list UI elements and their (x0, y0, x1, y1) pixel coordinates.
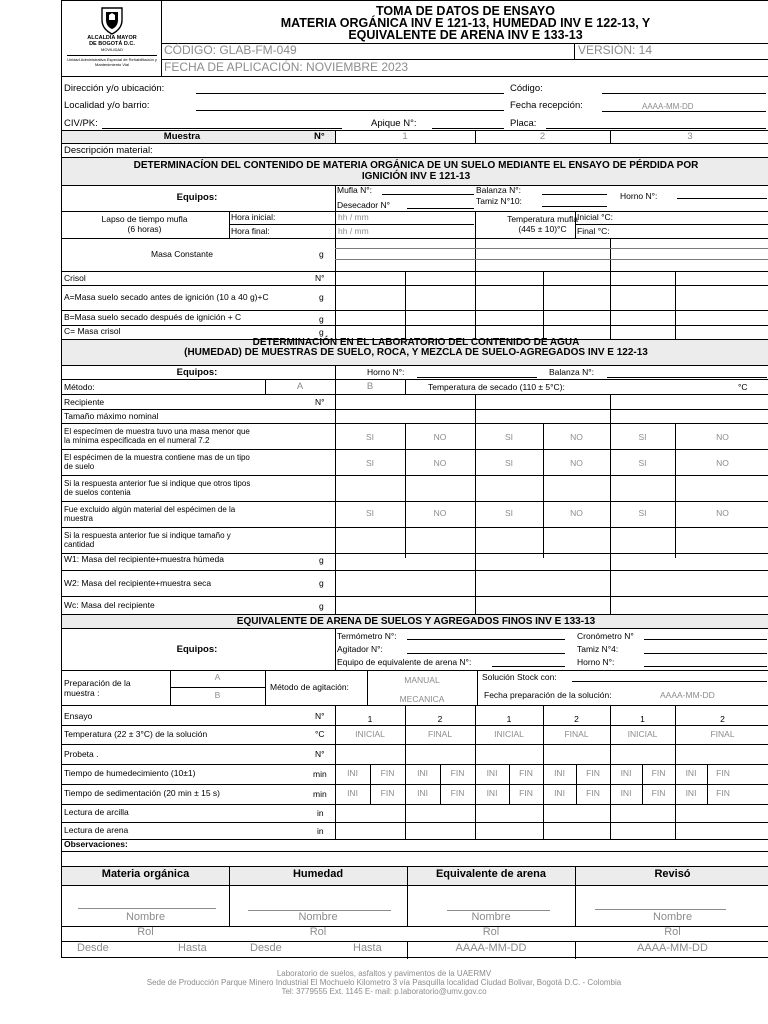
fin-cell[interactable]: FIN (380, 768, 395, 778)
test-1: 1 (640, 714, 645, 724)
ini-cell[interactable]: INI (685, 788, 697, 798)
fin-cell[interactable]: FIN (450, 768, 465, 778)
unit-min: min (313, 769, 327, 779)
sign-mo-name[interactable]: Nombre (125, 911, 166, 923)
placa-field[interactable] (546, 128, 766, 129)
unit-celsius: °C (738, 382, 748, 392)
sign-ea-role[interactable]: Rol (482, 926, 500, 938)
form-sheet (61, 0, 768, 958)
unit-g: g (319, 578, 324, 588)
ini-cell[interactable]: INI (347, 768, 358, 778)
method-a-option[interactable]: A (296, 381, 304, 392)
soak-time-label: Tiempo de humedecimiento (10±1) (64, 768, 196, 778)
sample-number-label: N° (314, 131, 325, 142)
doc-title-line3: EQUIVALENTE DE ARENA INV E 133-13 (348, 28, 583, 42)
w2-label: W2: Masa del recipiente+muestra seca (64, 578, 212, 588)
q3-text: Si la respuesta anterior fue si indique que otros tipos (64, 479, 251, 488)
description-label: Descripción material: (64, 145, 153, 156)
q5-text: Si la respuesta anterior fue si indique tamaño y (64, 531, 231, 540)
manual-option[interactable]: MANUAL (404, 675, 440, 685)
period-to-2[interactable]: Hasta (353, 942, 382, 954)
no-option[interactable]: NO (570, 458, 583, 468)
fin-cell[interactable]: FIN (651, 768, 666, 778)
drying-temp-label: Temperatura de secado (110 ± 5°C): (428, 382, 565, 392)
unit-g: g (319, 555, 324, 565)
unit-in: in (317, 808, 324, 818)
crucible-label: Crisol (64, 273, 86, 283)
mass-b-label: B=Masa suelo secado después de ignición + C (64, 312, 242, 322)
yes-option[interactable]: SI (638, 432, 647, 442)
hum-title-1: DETERMINACIÓN EN EL LABORATORIO DEL CONTENIDO DE AGUA (252, 337, 580, 348)
yes-option[interactable]: SI (504, 432, 514, 442)
final-temp-cell[interactable]: FINAL (564, 729, 589, 739)
ini-cell[interactable]: INI (554, 788, 565, 798)
sample-prep-label-2: muestra : (64, 688, 100, 698)
prep-b-option[interactable]: B (214, 690, 221, 700)
address-field[interactable] (196, 93, 504, 94)
temp-final-label: Final °C: (577, 226, 610, 236)
ini-cell[interactable]: INI (486, 788, 498, 798)
placa-label: Placa: (510, 118, 537, 129)
yes-option[interactable]: SI (504, 508, 514, 518)
hum-balanza-label: Balanza N°: (549, 367, 594, 377)
start-time-field[interactable]: hh / mm (338, 212, 369, 222)
max-size-label: Tamaño máximo nominal (64, 411, 159, 421)
q2-text-2: de suelo (64, 462, 95, 471)
fin-cell[interactable]: FIN (586, 768, 600, 778)
unit-g: g (319, 601, 324, 611)
fin-cell[interactable]: FIN (519, 788, 533, 798)
fin-cell[interactable]: FIN (450, 788, 465, 798)
sign-ea-header: Equivalente de arena (435, 868, 547, 880)
mufla-time-label: Lapso de tiempo mufla (101, 214, 188, 224)
ini-cell[interactable]: INI (417, 788, 428, 798)
solution-date-label: Fecha preparación de la solución: (484, 690, 612, 700)
ini-cell[interactable]: INI (417, 768, 428, 778)
mo-equipos-label: Equipos: (176, 192, 218, 203)
hum-horno-label: Horno N°: (367, 367, 405, 377)
test-1: 1 (506, 714, 512, 724)
yes-option[interactable]: SI (638, 458, 647, 468)
end-time-label: Hora final: (231, 226, 270, 236)
shaker-label: Agitador N°: (337, 644, 383, 654)
coat-of-arms-icon (99, 5, 125, 35)
civ-field[interactable] (102, 128, 342, 129)
unit-n: N° (315, 749, 325, 759)
final-temp-cell[interactable]: FINAL (710, 729, 735, 739)
sample-1: 1 (402, 131, 408, 142)
fin-cell[interactable]: FIN (519, 768, 533, 778)
ini-cell[interactable]: INI (347, 788, 358, 798)
yes-option[interactable]: SI (504, 458, 514, 468)
test-2: 2 (437, 714, 443, 724)
fin-cell[interactable]: FIN (716, 768, 730, 778)
hum-title-2: (HUMEDAD) DE MUESTRAS DE SUELO, ROCA, Y MEZCLA DE SUELO-AGREGADOS INV E 122-13 (184, 347, 648, 358)
q4-text-2: muestra (64, 514, 93, 523)
q1-text: El especímen de muestra tuvo una masa menor que (64, 427, 250, 436)
unit-min: min (313, 789, 327, 799)
initial-temp-cell[interactable]: INICIAL (494, 729, 524, 739)
mufla-temp-label: Temperatura mufla (507, 214, 578, 224)
civ-label: CIV/PK: (64, 118, 98, 129)
test-2: 2 (720, 714, 725, 724)
ea-title: EQUIVALENTE DE ARENA DE SUELOS Y AGREGADOS FINOS INV E 133-13 (236, 616, 596, 627)
clay-reading-label: Lectura de arcilla (64, 807, 129, 817)
doc-code: CÓDIGO: GLAB-FM-049 (164, 43, 297, 57)
mo-title-1: DETERMINACÍON DEL CONTENIDO DE MATERIA ORGÁNICA DE UN SUELO MEDIANTE EL ENSAYO DE PÉRDIDA POR (133, 160, 699, 171)
method-b-option[interactable]: B (366, 381, 374, 392)
footer-line-2: Sede de Producción Parque Minero Industrial El Mochuelo Kilometro 3 vía Pasquilla localidad Ciudad Bolivar, Bogotá D.C. - Colombia (146, 978, 622, 987)
reception-date-field[interactable]: AAAA-MM-DD (642, 102, 694, 111)
doc-title-line1: TOMA DE DATOS DE ENSAYO (376, 4, 555, 18)
unit-g: g (319, 292, 324, 302)
container-label: Recipiente (64, 397, 105, 407)
sign-reviso-name[interactable]: Nombre (652, 911, 693, 923)
sign-ea-date[interactable]: AAAA-MM-DD (455, 942, 527, 954)
agitation-method-label: Método de agitación: (270, 682, 349, 692)
locality-label: Localidad y/o barrio: (64, 100, 150, 111)
ea-horno-label: Horno N°: (577, 657, 615, 667)
hum-equipos-label: Equipos: (176, 367, 218, 378)
ea-equipos-label: Equipos: (176, 644, 218, 655)
sign-hum-name[interactable]: Nombre (298, 911, 338, 923)
unit-in: in (317, 826, 324, 836)
mass-c-label: C= Masa crisol (64, 326, 121, 336)
ini-cell[interactable]: INI (554, 768, 565, 778)
sign-mo-header: Materia orgánica (101, 868, 190, 880)
no-option[interactable]: NO (570, 432, 583, 442)
temp-initial-label: Inicial °C: (577, 212, 613, 222)
sample-2: 2 (539, 131, 546, 142)
sample-label: Muestra (163, 131, 201, 142)
no-option[interactable]: NO (570, 508, 583, 518)
q5-text-2: cantidad (64, 540, 95, 549)
sign-mo-role[interactable]: Rol (137, 926, 154, 938)
mo-horno-label: Horno N°: (620, 191, 658, 201)
period-from-2[interactable]: Desde (250, 942, 282, 954)
mufla-label: Mufla N°: (337, 185, 373, 195)
solution-temp-label: Temperatura (22 ± 3°C) de la solución (64, 729, 208, 739)
apique-label: Apique N°: (371, 118, 417, 129)
no-option[interactable]: NO (433, 458, 447, 468)
mo-title-2: IGNICIÓN INV E 121-13 (361, 171, 471, 182)
yes-option[interactable]: SI (638, 508, 647, 518)
fin-cell[interactable]: FIN (716, 788, 730, 798)
unit-n: N° (315, 273, 325, 283)
stopwatch-label: Cronómetro N° (577, 631, 634, 641)
unit-g: g (319, 327, 324, 337)
desecador-label: Desecador N° (337, 200, 391, 210)
initial-temp-cell[interactable]: INICIAL (627, 729, 658, 739)
method-label: Método: (64, 382, 95, 392)
q3-text-2: de suelos contenia (64, 488, 131, 497)
unit-n: N° (315, 397, 325, 407)
code-field[interactable] (602, 93, 766, 94)
unit-n: N° (315, 711, 325, 721)
wc-label: Wc: Masa del recipiente (64, 600, 155, 610)
no-option[interactable]: NO (433, 508, 447, 518)
stock-solution-label: Solución Stock con: (482, 672, 557, 682)
mechanical-option[interactable]: MECANICA (399, 694, 445, 704)
doc-date: FECHA DE APLICACIÓN: NOVIEMBRE 2023 (164, 60, 409, 74)
cylinder-label: Probeta . (64, 749, 99, 759)
mass-a-label: A=Masa suelo secado antes de ignición (10 a 40 g)+C (64, 292, 269, 302)
fin-cell[interactable]: FIN (586, 788, 600, 798)
prep-a-option[interactable]: A (214, 672, 221, 682)
q4-text: Fue excluido algún material del espécimen de la (64, 505, 236, 514)
end-time-field[interactable]: hh / mm (338, 226, 369, 236)
ini-cell[interactable]: INI (620, 768, 632, 778)
apique-field[interactable] (432, 128, 504, 129)
fin-cell[interactable]: FIN (380, 788, 395, 798)
thermometer-label: Termómetro N°: (337, 631, 397, 641)
mo-tamiz-label: Tamiz N°10: (476, 196, 522, 206)
yes-option[interactable]: SI (365, 432, 375, 442)
no-option[interactable]: NO (433, 432, 447, 442)
period-to-1[interactable]: Hasta (178, 942, 207, 954)
start-time-label: Hora inicial: (231, 212, 276, 222)
ini-cell[interactable]: INI (685, 768, 697, 778)
no-option[interactable]: NO (716, 508, 729, 518)
reception-date-label: Fecha recepción: (510, 100, 583, 111)
test-label: Ensayo (64, 711, 93, 721)
sand-reading-label: Lectura de arena (64, 825, 129, 835)
yes-option[interactable]: SI (365, 458, 375, 468)
settle-time-label: Tiempo de sedimentación (20 min ± 15 s) (64, 788, 221, 798)
sample-prep-label: Preparación de la (64, 678, 131, 688)
locality-field[interactable] (196, 110, 504, 111)
yes-option[interactable]: SI (365, 508, 375, 518)
q1-text-2: la mínima especificada en el numeral 7.2 (64, 436, 210, 445)
ini-cell[interactable]: INI (620, 788, 632, 798)
w1-label: W1: Masa del recipiente+muestra húmeda (64, 554, 224, 564)
sign-hum-role[interactable]: Rol (309, 926, 327, 938)
period-from-1[interactable]: Desde (77, 942, 109, 954)
address-label: Dirección y/o ubicación: (64, 83, 165, 94)
ea-equipment-label: Equipo de equivalente de arena N°: (337, 657, 472, 667)
fin-cell[interactable]: FIN (651, 788, 666, 798)
observations-label: Observaciones: (64, 839, 128, 849)
initial-temp-cell[interactable]: INICIAL (355, 729, 385, 739)
mufla-time-hours: (6 horas) (127, 224, 162, 234)
mufla-temp-range: (445 ± 10)°C (518, 224, 567, 234)
sign-reviso-header: Revisó (654, 868, 691, 880)
constant-mass-label: Masa Constante (151, 249, 213, 259)
unit-g: g (319, 249, 324, 259)
sign-reviso-role[interactable]: Rol (664, 926, 681, 938)
test-1: 1 (367, 714, 373, 724)
footer-line-3: Tel: 3779555 Ext. 1145 E- mail: p.laboratorio@umv.gov.co (281, 987, 487, 996)
unit-g: g (319, 314, 324, 324)
mo-balanza-label: Balanza N°: (476, 185, 521, 195)
test-2: 2 (574, 714, 579, 724)
doc-title-line2: MATERIA ORGÁNICA INV E 121-13, HUMEDAD INV E 122-13, Y (280, 16, 651, 30)
footer-line-1: Laboratorio de suelos, asfaltos y pavimentos de la UAERMV (276, 969, 492, 978)
no-option[interactable]: NO (716, 458, 729, 468)
ea-tamiz-label: Tamiz N°4: (577, 644, 619, 654)
ini-cell[interactable]: INI (486, 768, 498, 778)
doc-version: VERSIÓN: 14 (578, 43, 653, 57)
unit-celsius: °C (315, 729, 325, 739)
logo: ALCALDÍA MAYOR DE BOGOTÁ D.C. MOVILIDAD Unidad Administrativa Especial de Rehabilitación y Mantenimiento Vial (67, 5, 157, 71)
sign-reviso-date[interactable]: AAAA-MM-DD (637, 942, 708, 954)
sign-ea-name[interactable]: Nombre (471, 911, 511, 923)
solution-date-field[interactable]: AAAA-MM-DD (660, 690, 715, 700)
code-label: Código: (510, 83, 543, 94)
sign-hum-header: Humedad (292, 868, 344, 880)
sample-3: 3 (687, 131, 693, 142)
no-option[interactable]: NO (716, 432, 729, 442)
q2-text: El espécimen de la muestra contiene mas de un tipo (64, 453, 250, 462)
final-temp-cell[interactable]: FINAL (427, 729, 453, 739)
